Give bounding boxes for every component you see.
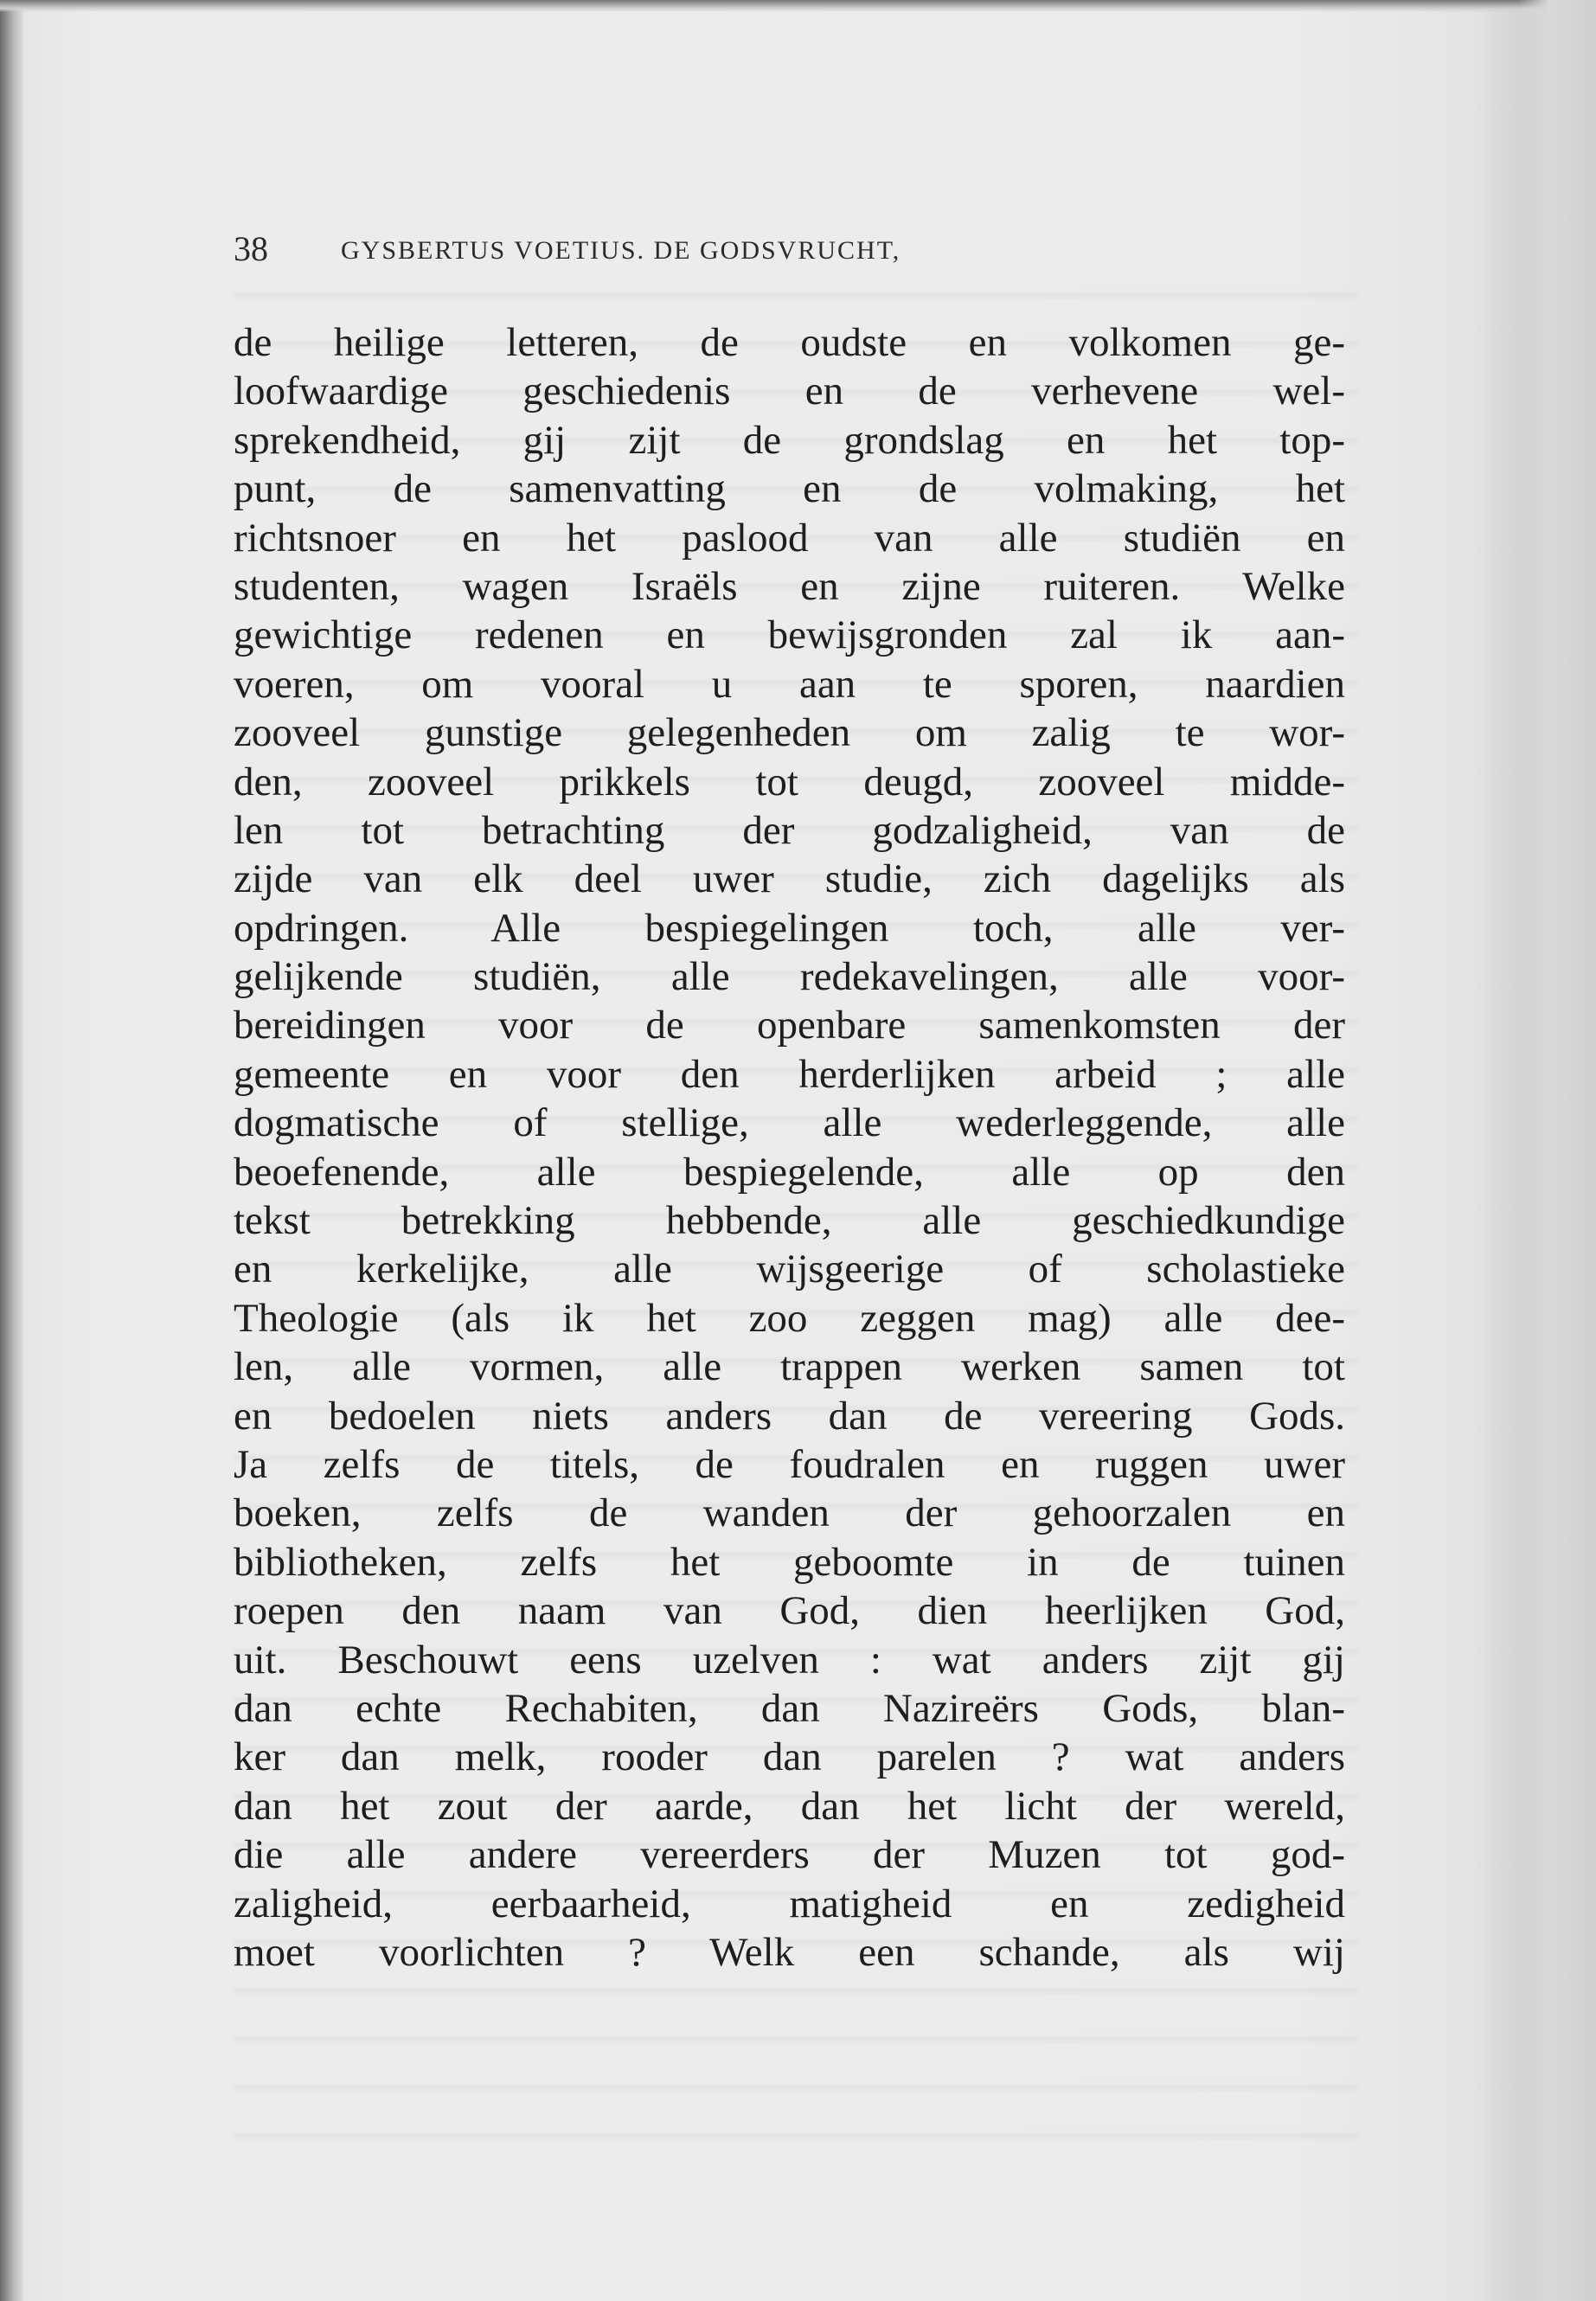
text-line: moet voorlichten ? Welk een schande, als wij	[234, 1929, 1345, 1975]
text-line: richtsnoer en het paslood van alle studiën en	[234, 515, 1345, 561]
text-line: opdringen. Alle bespiegelingen toch, alle ver-	[234, 905, 1345, 951]
text-line: zaligheid, eerbaarheid, matigheid en zedigheid	[234, 1881, 1345, 1926]
text-line: bereidingen voor de openbare samenkomsten der	[234, 1003, 1345, 1048]
text-line: loofwaardige geschiedenis en de verhevene wel-	[234, 369, 1345, 414]
text-line: dan het zout der aarde, dan het licht der wereld,	[234, 1783, 1345, 1829]
text-line: gewichtige redenen en bewijsgronden zal ik aan-	[234, 612, 1345, 658]
text-line: beoefenende, alle bespiegelende, alle op den	[234, 1149, 1345, 1195]
spine-shadow	[0, 0, 24, 2301]
text-line: zijde van elk deel uwer studie, zich dagelijks als	[234, 856, 1345, 902]
page-header	[234, 223, 1345, 275]
text-line: uit. Beschouwt eens uzelven : wat anders zijt gij	[234, 1637, 1345, 1682]
text-line: studenten, wagen Israëls en zijne ruiteren. Welke	[234, 563, 1345, 609]
text-line: dan echte Rechabiten, dan Nazireërs Gods, blan-	[234, 1685, 1345, 1731]
text-line: dogmatische of stellige, alle wederleggende, alle	[234, 1100, 1345, 1146]
text-line: bibliotheken, zelfs het geboomte in de tuinen	[234, 1539, 1345, 1585]
running-head: GYSBERTUS VOETIUS. DE GODSVRUCHT,	[341, 236, 901, 265]
text-line: Ja zelfs de titels, de foudralen en ruggen uwer	[234, 1441, 1345, 1487]
text-line: en bedoelen niets anders dan de vereering Gods.	[234, 1393, 1345, 1439]
text-line: den, zooveel prikkels tot deugd, zooveel midde-	[234, 759, 1345, 804]
text-line: die alle andere vereerders der Muzen tot god-	[234, 1832, 1345, 1878]
right-edge-shadow	[1518, 0, 1596, 2301]
text-line: len, alle vormen, alle trappen werken samen tot	[234, 1344, 1345, 1390]
text-line: punt, de samenvatting en de volmaking, het	[234, 466, 1345, 512]
text-line: gemeente en voor den herderlijken arbeid ; alle	[234, 1051, 1345, 1097]
text-line: roepen den naam van God, dien heerlijken God,	[234, 1588, 1345, 1634]
text-line: zooveel gunstige gelegenheden om zalig te wor-	[234, 710, 1345, 756]
text-line: de heilige letteren, de oudste en volkomen ge-	[234, 320, 1345, 365]
text-line: sprekendheid, gij zijt de grondslag en het top-	[234, 417, 1345, 463]
text-line: boeken, zelfs de wanden der gehoorzalen en	[234, 1490, 1345, 1536]
top-edge-shadow	[0, 0, 1596, 12]
text-line: len tot betrachting der godzaligheid, van de	[234, 807, 1345, 853]
text-line: gelijkende studiën, alle redekavelingen, alle voor-	[234, 954, 1345, 1000]
text-line: en kerkelijke, alle wijsgeerige of scholastieke	[234, 1247, 1345, 1292]
text-line: voeren, om vooral u aan te sporen, naardien	[234, 661, 1345, 707]
text-line: tekst betrekking hebbende, alle geschiedkundige	[234, 1198, 1345, 1244]
page-number: 38	[234, 229, 268, 268]
text-line: ker dan melk, rooder dan parelen ? wat anders	[234, 1734, 1345, 1780]
text-line: Theologie (als ik het zoo zeggen mag) alle dee-	[234, 1295, 1345, 1341]
body-text	[234, 318, 1345, 1977]
